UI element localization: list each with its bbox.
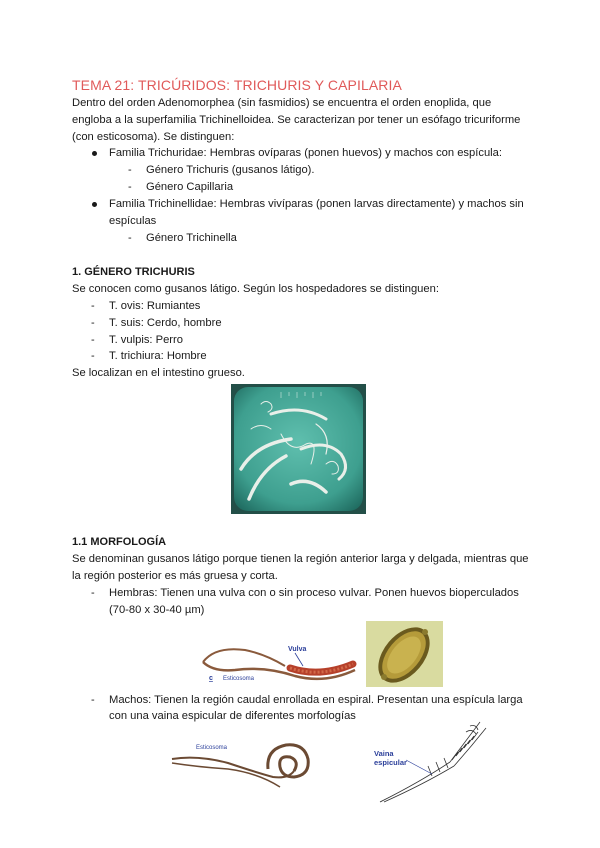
sheath-label-1: Vaina	[374, 749, 394, 758]
dash-icon: -	[91, 334, 95, 346]
family-trichuridae: Familia Trichuridae: Hembras ovíparas (ponen huevos) y machos con espícula:	[109, 147, 502, 159]
morphology-line-1: Se denominan gusanos látigo porque tienen la región anterior larga y delgada, mientras que	[72, 553, 529, 565]
dash-icon: -	[91, 694, 95, 706]
males-line-1: Machos: Tienen la región caudal enrollada en espiral. Presentan una espícula larga	[109, 694, 523, 706]
female-trichuris-diagram	[195, 632, 363, 690]
genus-capillaria: Género Capillaria	[146, 181, 234, 193]
family-trichinellidae: Familia Trichinellidae: Hembras vivíparas (ponen larvas directamente) y machos sin	[109, 198, 524, 210]
sheath-label-2: espicular	[374, 758, 407, 767]
trichuris-petri-dish-photo	[231, 384, 366, 514]
bullet-icon	[92, 202, 97, 207]
bullet-icon	[92, 151, 97, 156]
section-11-heading: 1.1 MORFOLOGÍA	[72, 536, 167, 548]
page-title: TEMA 21: TRICÚRIDOS: TRICHURIS Y CAPILARIA	[72, 77, 402, 93]
females-line-1: Hembras: Tienen una vulva con o sin proceso vulvar. Ponen huevos bioperculados	[109, 587, 519, 599]
figure-letter: c	[209, 675, 213, 682]
dash-icon: -	[128, 181, 132, 193]
intro-line-2: engloba a la superfamilia Trichinelloidea. Se caracterizan por tener un esófago tricuriforme	[72, 114, 521, 126]
location-text: Se localizan en el intestino grueso.	[72, 367, 245, 379]
dash-icon: -	[91, 350, 95, 362]
dash-icon: -	[91, 300, 95, 312]
male-esticosoma-label: Esticosoma	[196, 745, 228, 751]
species-item: T. ovis: Rumiantes	[109, 300, 201, 312]
morphology-line-2: la región posterior es más gruesa y corta.	[72, 570, 278, 582]
intro-line-1: Dentro del orden Adenomorphea (sin fasmidios) se encuentra el orden enoplida, que	[72, 97, 492, 109]
males-line-2: con una vaina espicular de diferentes morfologías	[109, 710, 356, 722]
section-1-heading: 1. GÉNERO TRICHURIS	[72, 266, 195, 278]
male-trichuris-diagram	[168, 733, 323, 801]
genus-trichuris: Género Trichuris (gusanos látigo).	[146, 164, 315, 176]
spicular-sheath-diagram	[370, 712, 490, 804]
dash-icon: -	[128, 164, 132, 176]
intro-line-3: (con esticosoma). Se distinguen:	[72, 131, 235, 143]
esticosoma-label: Esticosoma	[223, 676, 255, 682]
females-line-2: (70-80 x 30-40 µm)	[109, 604, 205, 616]
trichuris-egg-photo	[366, 621, 443, 687]
family-trichinellidae-cont: espículas	[109, 215, 157, 227]
dash-icon: -	[91, 317, 95, 329]
species-item: T. trichiura: Hombre	[109, 350, 207, 362]
genus-trichinella: Género Trichinella	[146, 232, 237, 244]
section-1-intro: Se conocen como gusanos látigo. Según los hospedadores se distinguen:	[72, 283, 439, 295]
species-item: T. suis: Cerdo, hombre	[109, 317, 222, 329]
vulva-label: Vulva	[288, 646, 307, 653]
species-item: T. vulpis: Perro	[109, 334, 183, 346]
dash-icon: -	[91, 587, 95, 599]
dash-icon: -	[128, 232, 132, 244]
